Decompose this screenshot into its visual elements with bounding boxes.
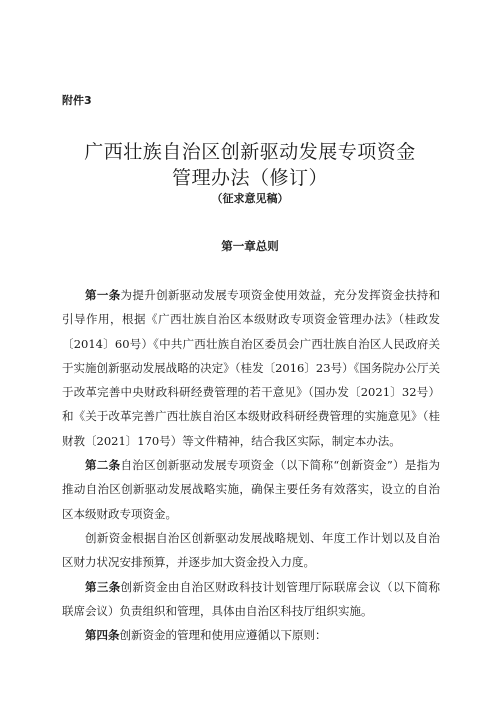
article-number: 第一条 [85,288,121,302]
paragraph-article-2 [62,453,440,526]
paragraph-article-4 [62,623,440,647]
paragraph-text: 创新资金由自治区财政科技计划管理厅际联席会议（以下简称联席会议）负责组织和管理，具体由自治区科技厅组织实施。 [62,579,441,618]
attachment-label: 附件3 [62,94,92,107]
paragraph-text: 创新资金根据自治区创新驱动发展战略规划、年度工作计划以及自治区财力状况安排预算，并逐步加大资金投入力度。 [62,530,440,570]
article-number: 第二条 [85,458,121,473]
article-number: 第三条 [85,579,121,594]
chapter-heading: 第一章总则 [221,239,279,253]
paragraph-text: 自治区创新驱动发展专项资金（以下简称“创新资金”）是指为推动自治区创新驱动发展战略实施，确保主要任务有效落实，设立的自治区本级财政专项资金。 [62,458,441,521]
document-title-line2: 管理办法（修订） [171,167,328,189]
paragraph-article-1 [62,283,440,453]
paragraph-article-3 [62,575,440,624]
article-number: 第四条 [85,628,120,643]
paragraph-funding-budget [62,526,440,575]
paragraph-text: 为提升创新驱动发展专项资金使用效益，充分发挥资金扶持和引导作用，根据《广西壮族自治区本级财政专项资金管理办法》（桂政发〔2014〕60号）《中共广西壮族自治区委员会广西壮族自治区人民政府关于实施创新驱动发展战略的决定》（桂发〔2016〕23号）《国务院办公厅关于改革完善中央财政科研经费管理的若干意见》（国办发〔2021〕32号）和《关于改革完善广西壮族自治区本级财政科研经费管理的实施意见》（桂财教〔2021〕170号）等文件精神，结合我区实际，制定本办法。 [62,288,441,448]
document-title-line1: 广西壮族自治区创新驱动发展专项资金 [84,141,416,163]
paragraph-text: 创新资金的管理和使用应遵循以下原则： [119,628,327,643]
document-subtitle: （征求意见稿） [211,192,289,205]
body-text [62,283,440,647]
